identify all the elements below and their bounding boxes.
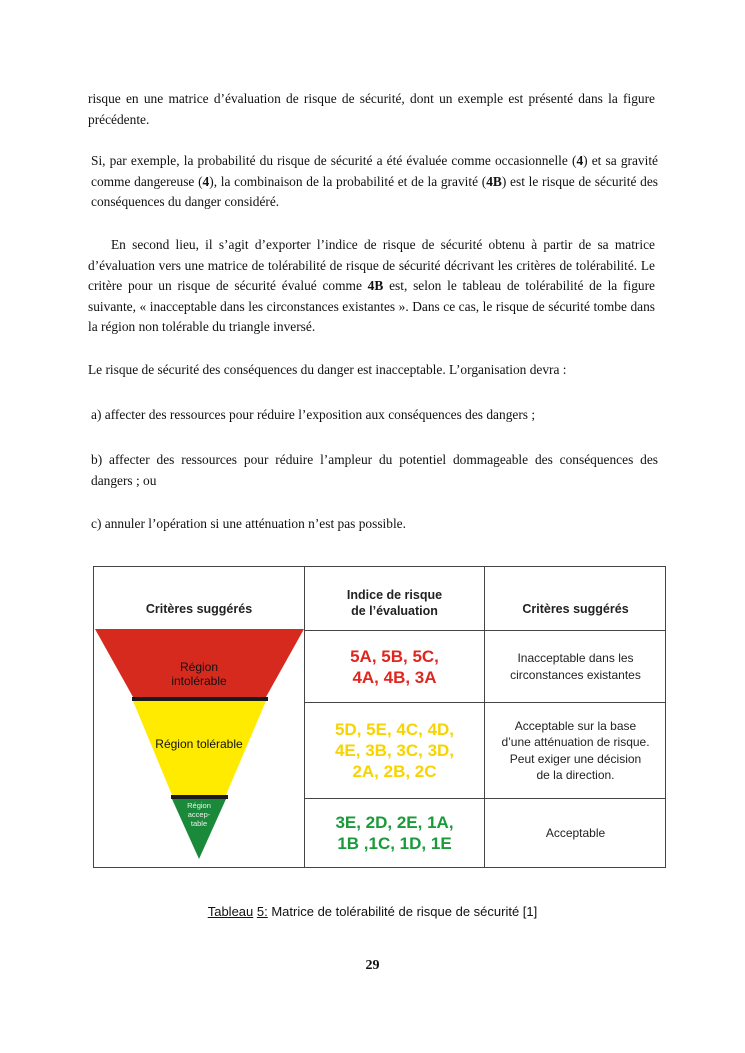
region-divider-2 xyxy=(171,795,228,799)
risk-index-row-2-line-2: 4E, 3B, 3C, 3D, xyxy=(334,741,455,760)
p3-bold: 4B xyxy=(367,278,384,293)
p3-text-c: est, selon le tableau de tolérabilité de la figure suivante, « inacceptable dans les circonstances existantes ». Dans ce cas, le risque de sécurité tombe dans la région non tolérable du triangle inversé. xyxy=(88,278,656,334)
table-caption xyxy=(0,904,745,919)
paragraph-4: Le risque de sécurité des conséquences du danger est inacceptable. L’organisation devra : xyxy=(88,362,567,377)
caption-number: 5: xyxy=(256,904,268,919)
risk-index-row-3-line-1: 3E, 2D, 2E, 1A, xyxy=(335,813,454,832)
region-acceptable-label xyxy=(172,801,226,828)
p3-text-a: En second lieu, il s’agit d’exporter l’indice de risque de sécurité obtenu à partir de sa matrice d’évaluation vers une matrice de tolérabilité de risque de sécurité décrivant les critères de tolérabilité. Le critère pour un risque de sécurité évalué comme xyxy=(88,237,655,293)
p2-text-c: ) et sa gravité comme dangereuse ( xyxy=(91,153,658,189)
region-acceptable-label-2: accep- xyxy=(187,810,211,819)
criteria-row-1-line-2: circonstances existantes xyxy=(510,667,641,682)
risk-index-row-3 xyxy=(305,799,484,867)
header-risk-index-line-1: Indice de risque xyxy=(346,587,443,602)
header-criteria-left: Critères suggérés xyxy=(145,602,253,616)
region-divider-1 xyxy=(132,697,268,701)
criteria-row-1 xyxy=(485,631,666,702)
risk-index-row-2-line-1: 5D, 5E, 4C, 4D, xyxy=(334,720,455,739)
criteria-row-2-line-4: de la direction. xyxy=(536,768,615,782)
header-risk-index xyxy=(305,575,484,630)
risk-index-row-1-line-1: 5A, 5B, 5C, xyxy=(350,646,439,666)
paragraph-3 xyxy=(88,235,655,338)
paragraph-2 xyxy=(88,151,658,213)
region-acceptable-label-1: Région xyxy=(187,801,211,810)
caption-word: Tableau xyxy=(207,904,254,919)
criteria-row-3: Acceptable xyxy=(545,825,606,840)
risk-index-row-3-line-2: 1B ,1C, 1D, 1E xyxy=(337,834,452,853)
caption-text: Matrice de tolérabilité de risque de sécurité [1] xyxy=(267,904,538,919)
region-tolerable-label: Région tolérable xyxy=(155,737,243,751)
header-risk-index-line-2: de l’évaluation xyxy=(351,603,438,618)
list-item-a: a) affecter des ressources pour réduire l’exposition aux conséquences des dangers ; xyxy=(91,407,536,422)
risk-index-row-1-line-2: 4A, 4B, 3A xyxy=(352,667,437,687)
p2-bold-1: 4 xyxy=(576,153,584,168)
p2-text-d: ), la combinaison de la probabilité et de la gravité ( xyxy=(209,173,487,189)
region-intolerable-label: Région intolérable xyxy=(171,660,227,688)
list-item-b: b) affecter des ressources pour réduire l’ampleur du potentiel dommageable des conséquences des dangers ; ou xyxy=(91,452,658,488)
p2-bold-2: 4 xyxy=(202,173,210,189)
p2-text-e: ) est le risque de sécurité des conséquences du danger considéré. xyxy=(91,173,659,209)
region-acceptable-label-3: table xyxy=(190,819,208,828)
p2-text-a: Si, par exemple, la probabilité du risque de sécurité a été évaluée comme occasionnelle ( xyxy=(91,153,577,168)
list-item-c: c) annuler l’opération si une atténuation n’est pas possible. xyxy=(91,516,406,531)
tolerability-matrix xyxy=(93,566,666,868)
risk-index-row-2-line-3: 2A, 2B, 2C xyxy=(352,762,437,781)
paragraph-1: risque en une matrice d’évaluation de risque de sécurité, dont un exemple est présenté dans la figure précédente. xyxy=(88,91,655,127)
criteria-row-2-line-1: Acceptable sur la base xyxy=(514,718,637,733)
criteria-row-1-line-1: Inacceptable dans les xyxy=(517,651,634,665)
criteria-row-2-line-3: Peut exiger une décision xyxy=(509,751,642,766)
criteria-row-2-line-2: d’une atténuation de risque. xyxy=(501,735,650,749)
risk-index-row-2 xyxy=(305,703,484,798)
risk-index-row-1 xyxy=(305,631,484,702)
p2-bold-3: 4B xyxy=(486,173,502,189)
header-criteria-right: Critères suggérés xyxy=(522,602,629,616)
criteria-row-2 xyxy=(485,703,666,798)
page-number: 29 xyxy=(365,958,380,973)
